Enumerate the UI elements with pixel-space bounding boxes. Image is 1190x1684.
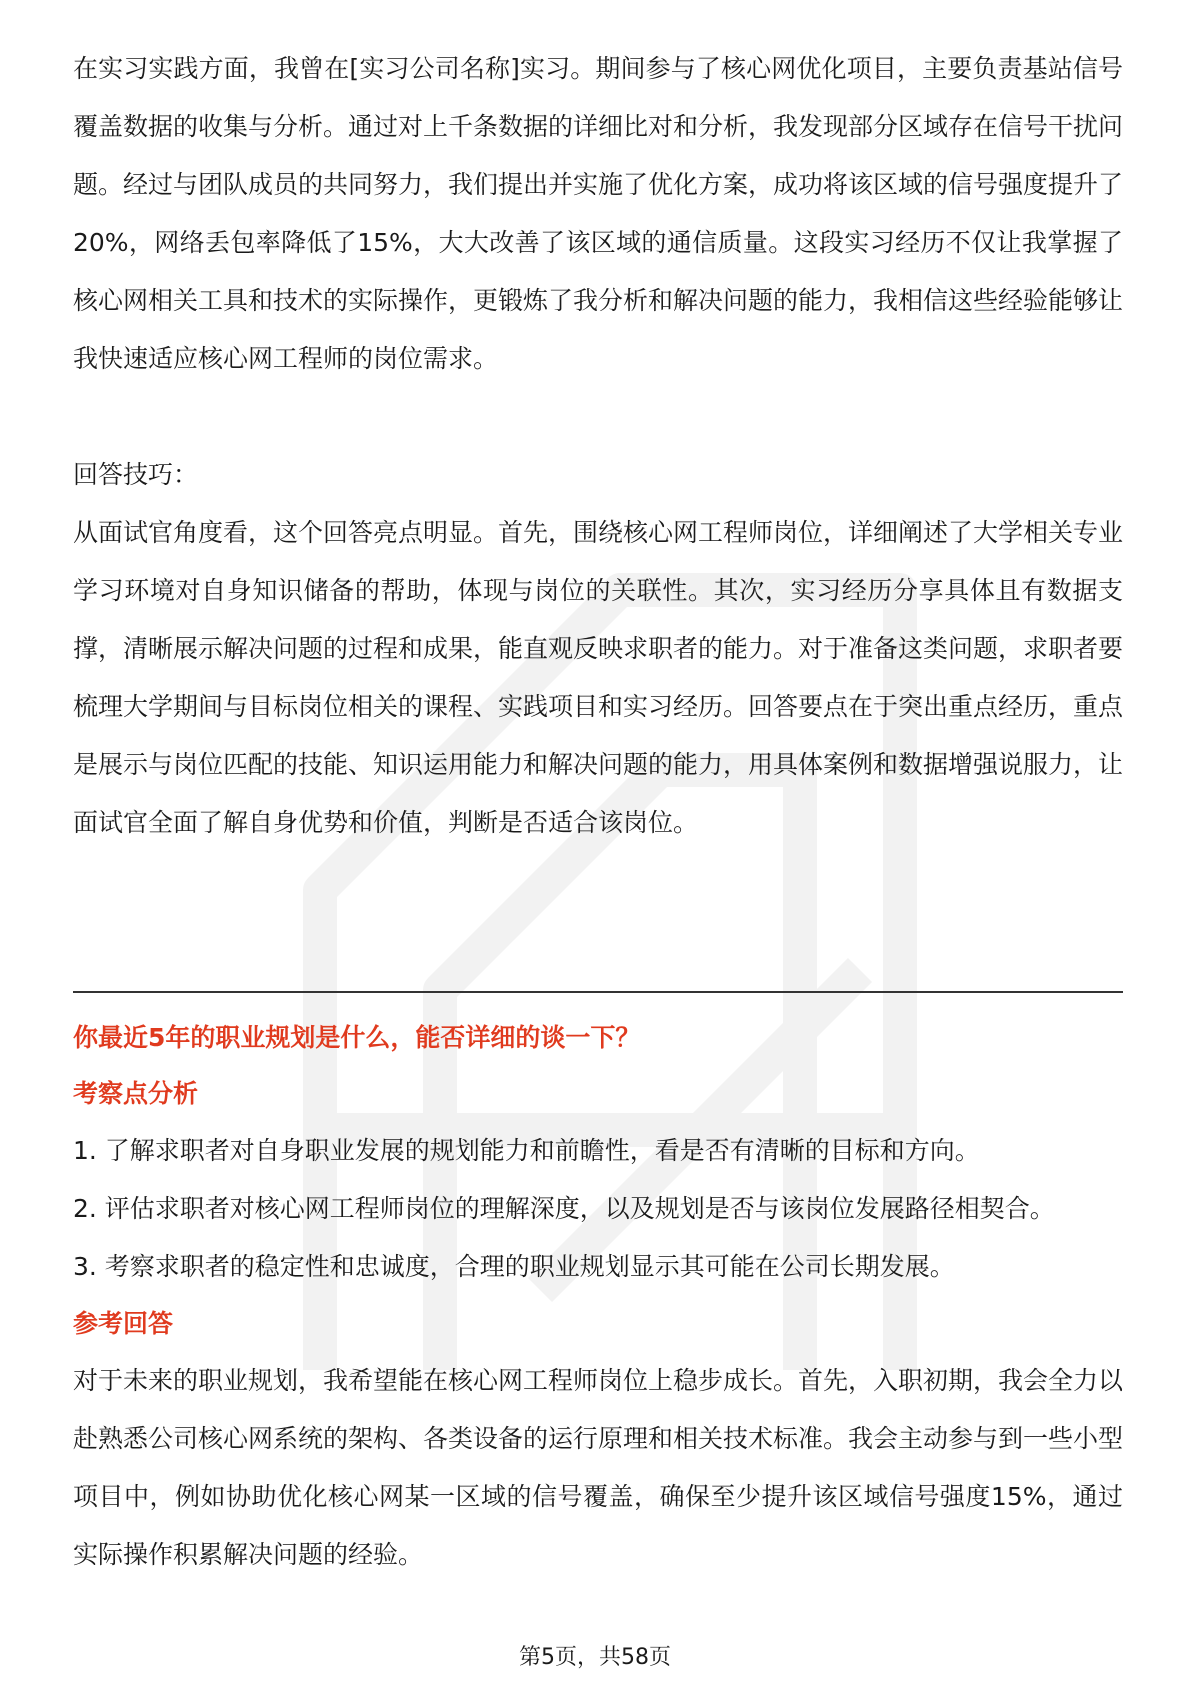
question-title: 你最近5年的职业规划是什么，能否详细的谈一下？ — [73, 1023, 641, 1052]
analysis-heading: 考察点分析 — [73, 1079, 199, 1108]
answer-heading: 参考回答 — [73, 1309, 174, 1338]
analysis-item-2: 2. 评估求职者对核心网工程师岗位的理解深度，以及规划是否与该岗位发展路径相契合。 — [73, 1194, 1055, 1223]
paragraph-gap — [73, 388, 1123, 446]
tips-title: 回答技巧： — [73, 460, 199, 489]
question-section — [73, 1010, 1123, 1584]
page-number-footer: 第5页，共58页 — [519, 1645, 671, 1670]
answer-body: 对于未来的职业规划，我希望能在核心网工程师岗位上稳步成长。首先，入职初期，我会全力以赴熟悉公司核心网系统的架构、各类设备的运行原理和相关技术标准。我会主动参与到一些小型项目中，例如协助优化核心网某一区域的信号覆盖，确保至少提升该区域信号强度15%，通过实际操作积累解决问题的经验。 — [73, 1366, 1124, 1569]
tips-body: 从面试官角度看，这个回答亮点明显。首先，围绕核心网工程师岗位，详细阐述了大学相关专业学习环境对自身知识储备的帮助，体现与岗位的关联性。其次，实习经历分享具体且有数据支撑，清晰展示解决问题的过程和成果，能直观反映求职者的能力。对于准备这类问题，求职者要梳理大学期间与目标岗位相关的课程、实践项目和实习经历。回答要点在于突出重点经历，重点是展示与岗位匹配的技能、知识运用能力和解决问题的能力，用具体案例和数据增强说服力，让面试官全面了解自身优势和价值，判断是否适合该岗位。 — [73, 518, 1124, 837]
section-divider — [73, 991, 1123, 993]
intro-paragraph: 在实习实践方面，我曾在[实习公司名称]实习。期间参与了核心网优化项目，主要负责基站信号覆盖数据的收集与分析。通过对上千条数据的详细比对和分析，我发现部分区域存在信号干扰问题。经过与团队成员的共同努力，我们提出并实施了优化方案，成功将该区域的信号强度提升了20%，网络丢包率降低了15%，大大改善了该区域的通信质量。这段实习经历不仅让我掌握了核心网相关工具和技术的实际操作，更锻炼了我分析和解决问题的能力，我相信这些经验能够让我快速适应核心网工程师的岗位需求。 — [73, 54, 1124, 373]
analysis-item-1: 1. 了解求职者对自身职业发展的规划能力和前瞻性，看是否有清晰的目标和方向。 — [73, 1136, 980, 1165]
main-content — [73, 40, 1123, 852]
analysis-item-3: 3. 考察求职者的稳定性和忠诚度，合理的职业规划显示其可能在公司长期发展。 — [73, 1252, 955, 1281]
